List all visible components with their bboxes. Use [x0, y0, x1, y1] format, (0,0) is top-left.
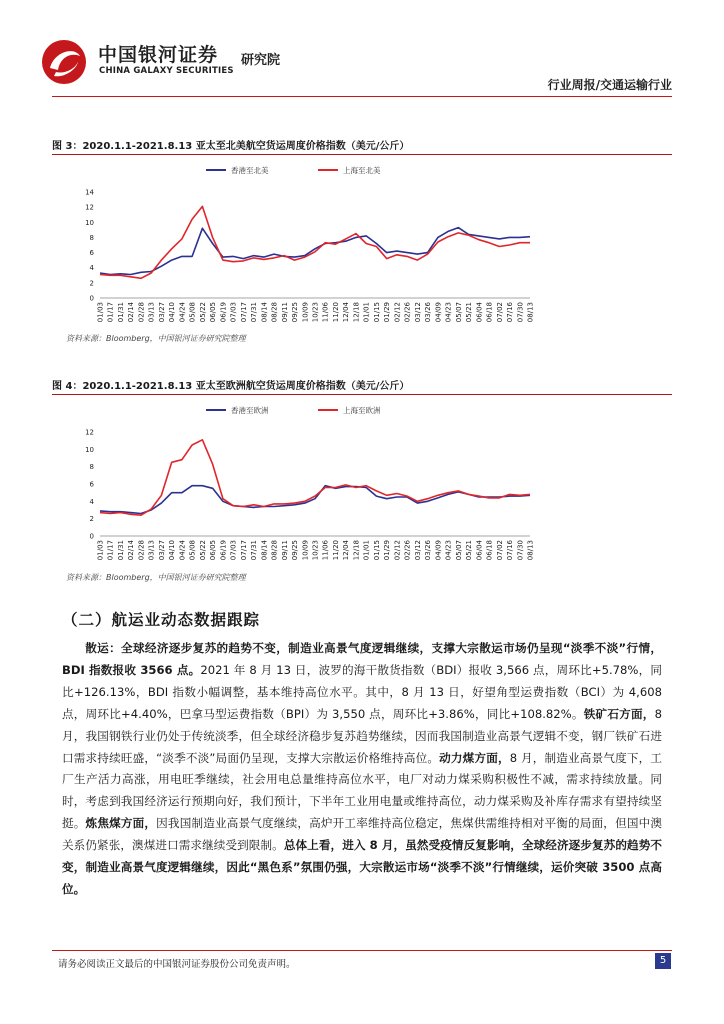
x-tick-label: 03/26: [424, 540, 433, 561]
thermal-coal-label: 动力煤方面，: [439, 750, 510, 765]
figure-4-rule: [52, 394, 672, 395]
x-tick-label: 12/04: [342, 302, 351, 323]
x-tick-label: 07/02: [495, 302, 504, 323]
x-tick-label: 09/25: [291, 302, 300, 323]
header-divider: [52, 96, 672, 97]
x-tick-label: 05/22: [198, 540, 207, 561]
x-tick-label: 01/03: [96, 540, 105, 561]
figure-4-source: 资料来源：Bloomberg，中国银河证券研究院整理: [66, 573, 246, 582]
figure-3-title: 图 3：2020.1.1-2021.8.13 亚太至北美航空货运周度价格指数（美元/公斤）: [52, 141, 410, 152]
page-number: 5: [655, 953, 671, 969]
y-tick-label: 12: [85, 203, 94, 212]
x-tick-label: 12/04: [342, 540, 351, 561]
x-tick-label: 07/17: [239, 302, 248, 323]
x-tick-label: 04/09: [434, 540, 443, 561]
x-tick-label: 11/06: [321, 302, 330, 323]
y-tick-label: 10: [85, 445, 94, 454]
legend-label-2: 上海至北美: [343, 166, 381, 175]
x-tick-label: 07/31: [250, 540, 259, 561]
x-tick-label: 05/22: [198, 302, 207, 323]
x-tick-label: 08/28: [270, 302, 279, 323]
x-tick-label: 05/08: [188, 540, 197, 561]
x-tick-label: 07/17: [239, 540, 248, 561]
x-tick-label: 04/10: [168, 540, 177, 561]
x-tick-label: 01/29: [383, 540, 392, 561]
x-tick-label: 07/16: [506, 302, 515, 323]
x-tick-label: 01/01: [362, 302, 371, 323]
figure-4-title: 图 4：2020.1.1-2021.8.13 亚太至欧洲航空货运周度价格指数（美元/公斤）: [52, 381, 410, 392]
x-tick-label: 01/03: [96, 302, 105, 323]
x-tick-label: 01/15: [372, 540, 381, 561]
x-tick-label: 01/29: [383, 302, 392, 323]
y-tick-label: 4: [89, 497, 94, 506]
iron-ore-text: 8 月，我国钢铁行业仍处于传统淡季，但全球经济稳步复苏趋势继续，因而我国制造业高景气逻辑不变，钢厂铁矿石进口需求持续旺盛，“淡季不淡”局面仍呈现，支撑大宗散运价格维持高位。: [62, 706, 662, 765]
figure-4-chart: [56, 398, 536, 568]
x-tick-label: 02/14: [127, 302, 136, 323]
series-line-1: [100, 486, 530, 514]
legend-label-1: 香港至北美: [231, 166, 269, 175]
x-tick-label: 02/12: [393, 540, 402, 561]
x-tick-label: 05/07: [454, 302, 463, 323]
x-tick-label: 02/26: [403, 302, 412, 323]
x-tick-label: 08/28: [270, 540, 279, 561]
section-heading: （二）航运业动态数据跟踪: [62, 611, 261, 629]
x-tick-label: 08/14: [260, 302, 269, 323]
x-tick-label: 04/09: [434, 302, 443, 323]
iron-ore-label: 铁矿石方面，: [583, 706, 655, 721]
dry-bulk-summary: 散运：全球经济逐步复苏的趋势不变，制造业高景气度逻辑继续，支撑大宗散运市场仍呈现“淡季不淡”行情，BDI 指数报收 3566 点。: [62, 641, 662, 677]
figure-3-rule: [52, 154, 672, 155]
series-line-2: [100, 440, 530, 515]
x-tick-label: 04/10: [168, 302, 177, 323]
footer-disclaimer: 请务必阅读正文最后的中国银河证券股份公司免责声明。: [58, 959, 296, 970]
series-line-2: [100, 206, 530, 278]
x-tick-label: 06/04: [475, 302, 484, 323]
x-tick-label: 01/01: [362, 540, 371, 561]
x-tick-label: 05/07: [454, 540, 463, 561]
x-tick-label: 05/21: [465, 540, 474, 561]
x-tick-label: 09/11: [280, 540, 289, 561]
bdi-details: 2021 年 8 月 13 日，波罗的海干散货指数（BDI）报收 3,566 点，周环比+5.78%，同比+126.13%，BDI 指数小幅调整，基本维持高位水平。其中，8 月 13 日，好望角型运费指数（BCI）为 4,608 点，周环比+4.40%，巴拿马型运费指数（BPI）为 3,550 点，周环比+3.86%，同比+108.82%。: [62, 662, 662, 721]
y-tick-label: 0: [89, 294, 94, 303]
x-tick-label: 01/31: [116, 302, 125, 323]
x-tick-label: 04/23: [444, 302, 453, 323]
x-tick-label: 03/27: [157, 302, 166, 323]
x-tick-label: 04/24: [178, 540, 187, 561]
y-tick-label: 8: [89, 463, 94, 472]
x-tick-label: 06/05: [209, 540, 218, 561]
y-tick-label: 4: [89, 264, 94, 273]
report-category: 行业周报/交通运输行业: [547, 78, 672, 92]
x-tick-label: 06/18: [485, 540, 494, 561]
x-tick-label: 07/03: [229, 540, 238, 561]
x-tick-label: 01/31: [116, 540, 125, 561]
y-tick-label: 2: [89, 515, 94, 524]
x-tick-label: 07/16: [506, 540, 515, 561]
x-tick-label: 12/18: [352, 302, 361, 323]
x-tick-label: 03/27: [157, 540, 166, 561]
logo-icon: [40, 38, 88, 86]
x-tick-label: 10/23: [311, 302, 320, 323]
y-tick-label: 0: [89, 532, 94, 541]
thermal-coal-text: 8 月，制造业高景气度下，工厂生产活力高涨，用电旺季继续，社会用电总量维持高位水平，电厂对动力煤采购积极性不减，需求持续放量。同时，考虑到我国经济运行预期向好，我们预计，下半年工业用电量或维持高位，动力煤采购及补库存需求有望持续坚挺。: [62, 750, 662, 831]
x-tick-label: 06/18: [485, 302, 494, 323]
x-tick-label: 03/13: [147, 540, 156, 561]
y-tick-label: 2: [89, 279, 94, 288]
x-tick-label: 09/25: [291, 540, 300, 561]
x-tick-label: 07/02: [495, 540, 504, 561]
brand-name-en: CHINA GALAXY SECURITIES: [99, 66, 234, 76]
coking-coal-label: 炼焦煤方面，: [85, 816, 157, 831]
x-tick-label: 05/21: [465, 302, 474, 323]
x-tick-label: 03/12: [413, 540, 422, 561]
y-tick-label: 6: [89, 249, 94, 258]
x-tick-label: 02/28: [137, 540, 146, 561]
x-tick-label: 02/28: [137, 302, 146, 323]
x-tick-label: 10/09: [301, 540, 310, 561]
x-tick-label: 09/11: [280, 302, 289, 323]
x-tick-label: 07/31: [250, 302, 259, 323]
footer-divider: [52, 950, 672, 951]
x-tick-label: 10/23: [311, 540, 320, 561]
legend-label-2: 上海至欧洲: [343, 406, 381, 415]
y-tick-label: 8: [89, 233, 94, 242]
x-tick-label: 11/20: [331, 302, 340, 323]
x-tick-label: 03/26: [424, 302, 433, 323]
x-tick-label: 06/19: [219, 302, 228, 323]
y-tick-label: 12: [85, 428, 94, 437]
brand-name-cn: 中国银河证券: [98, 44, 219, 66]
x-tick-label: 04/23: [444, 540, 453, 561]
y-tick-label: 10: [85, 218, 94, 227]
x-tick-label: 06/19: [219, 540, 228, 561]
x-tick-label: 02/12: [393, 302, 402, 323]
figure-3-source: 资料来源：Bloomberg，中国银河证券研究院整理: [66, 334, 246, 343]
x-tick-label: 03/13: [147, 302, 156, 323]
overall-conclusion: 总体上看，进入 8 月，虽然受疫情反复影响，全球经济逐步复苏的趋势不变，制造业高景气度逻辑继续，因此“黑色系”氛围仍强，大宗散运市场“淡季不淡”行情继续，运价突破 3500 点高位。: [62, 838, 662, 896]
body-paragraph: [62, 638, 662, 901]
x-tick-label: 02/26: [403, 540, 412, 561]
x-tick-label: 10/09: [301, 302, 310, 323]
x-tick-label: 01/17: [106, 540, 115, 561]
x-tick-label: 12/18: [352, 540, 361, 561]
x-tick-label: 01/17: [106, 302, 115, 323]
x-tick-label: 04/24: [178, 302, 187, 323]
brand-department: 研究院: [241, 53, 281, 68]
y-tick-label: 6: [89, 480, 94, 489]
x-tick-label: 07/30: [516, 540, 525, 561]
x-tick-label: 08/13: [526, 540, 535, 561]
x-tick-label: 07/03: [229, 302, 238, 323]
x-tick-label: 05/08: [188, 302, 197, 323]
y-tick-label: 14: [85, 188, 94, 197]
x-tick-label: 01/15: [372, 302, 381, 323]
x-tick-label: 11/06: [321, 540, 330, 561]
x-tick-label: 08/13: [526, 302, 535, 323]
x-tick-label: 02/14: [127, 540, 136, 561]
figure-3-chart: [56, 158, 536, 330]
x-tick-label: 11/20: [331, 540, 340, 561]
x-tick-label: 03/12: [413, 302, 422, 323]
x-tick-label: 06/04: [475, 540, 484, 561]
x-tick-label: 06/05: [209, 302, 218, 323]
coking-coal-text: 因我国制造业高景气度继续，高炉开工率维持高位稳定，焦煤供需维持相对平衡的局面，但国中澳关系仍紧张，澳煤进口需求继续受到限制。: [62, 816, 662, 853]
x-tick-label: 07/30: [516, 302, 525, 323]
x-tick-label: 08/14: [260, 540, 269, 561]
legend-label-1: 香港至欧洲: [231, 406, 269, 415]
